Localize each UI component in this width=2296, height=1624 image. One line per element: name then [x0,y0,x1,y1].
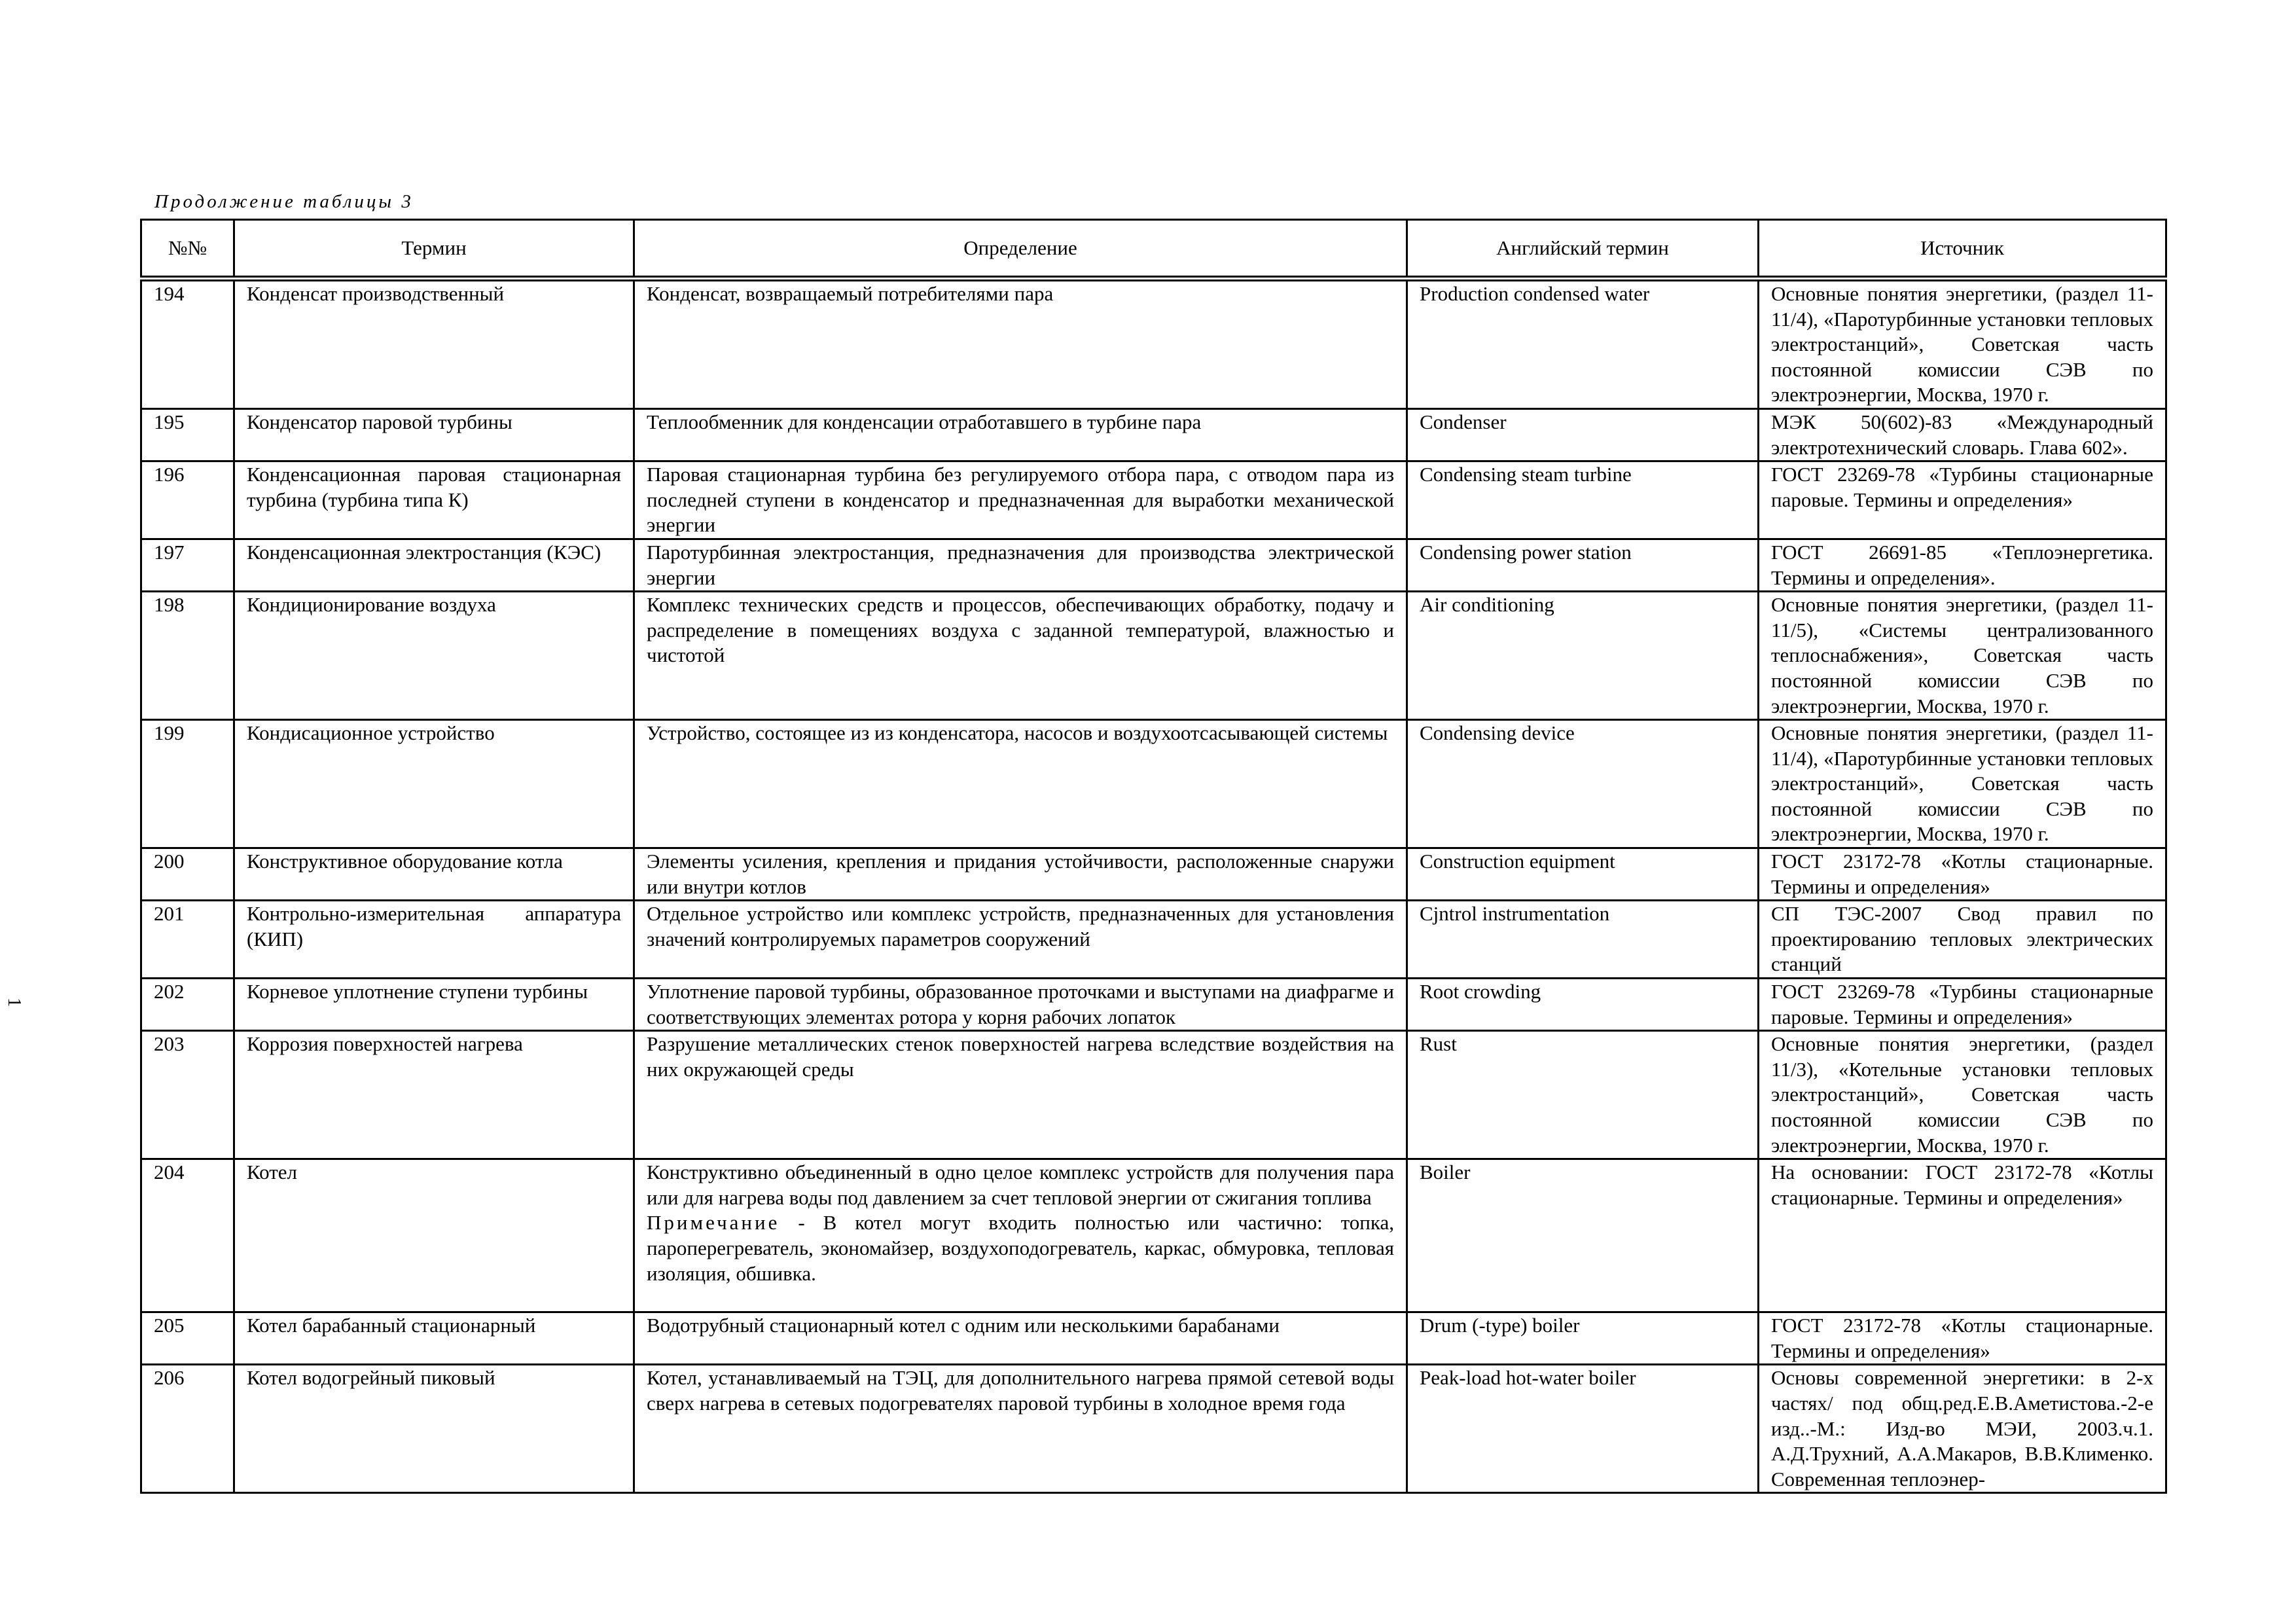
row-definition: Конденсат, возвращаемый потребителями пара [634,279,1407,409]
col-header-term: Термин [234,220,634,279]
row-term: Конструктивное оборудование котла [234,848,634,901]
table-row [141,461,2166,539]
row-definition: Устройство, состоящее из из конденсатора, насосов и воздухоотсасывающей системы [634,720,1407,848]
table-row [141,1365,2166,1493]
table-row [141,901,2166,979]
row-term: Котел барабанный стационарный [234,1312,634,1365]
table-row [141,848,2166,901]
row-definition: Отдельное устройство или комплекс устройств, предназначенных для установления значений контролируемых параметров сооружений [634,901,1407,979]
row-number: 194 [141,279,234,409]
row-english-term: Condensing power station [1407,539,1759,591]
note-label: Примечание [647,1211,780,1235]
row-source: Основные понятия энергетики, (раздел 11/3), «Котельные установки тепловых электростанций», Советская часть постоянной комиссии СЭВ по электроэнергии, Москва, 1970 г. [1759,1031,2166,1159]
row-english-term: Drum (-type) boiler [1407,1312,1759,1365]
col-header-english: Английский термин [1407,220,1759,279]
row-number: 203 [141,1031,234,1159]
row-term: Котел водогрейный пиковый [234,1365,634,1493]
row-term: Конденсационная электростанция (КЭС) [234,539,634,591]
note-text: - В котел могут входить полностью или частично: топка, пароперегреватель, экономайзер, воздухоподогреватель, каркас, обмуровка, тепловая изоляция, обшивка. [647,1211,1394,1285]
row-number: 206 [141,1365,234,1493]
row-english-term: Condenser [1407,408,1759,461]
row-english-term: Air conditioning [1407,592,1759,720]
row-number: 202 [141,979,234,1031]
row-number: 198 [141,592,234,720]
terms-table [140,219,2167,1494]
row-definition: Водотрубный стационарный котел с одним или несколькими барабанами [634,1312,1407,1365]
row-number: 205 [141,1312,234,1365]
table-row [141,592,2166,720]
row-definition: Уплотнение паровой турбины, образованное проточками и выступами на диафрагме и соответствующих элементах ротора у корня рабочих лопаток [634,979,1407,1031]
row-term: Корневое уплотнение ступени турбины [234,979,634,1031]
row-source: ГОСТ 26691-85 «Теплоэнергетика. Термины и определения». [1759,539,2166,591]
table-row [141,720,2166,848]
row-definition: Разрушение металлических стенок поверхностей нагрева вследствие воздействия на них окружающей среды [634,1031,1407,1159]
row-definition [634,1159,1407,1312]
row-term: Коррозия поверхностей нагрева [234,1031,634,1159]
row-definition: Паротурбинная электростанция, предназначения для производства электрической энергии [634,539,1407,591]
row-source: Основные понятия энергетики, (раздел 11-11/4), «Паротурбинные установки тепловых электростанций», Советская часть постоянной комиссии СЭВ по электроэнергии, Москва, 1970 г. [1759,720,2166,848]
row-source: Основные понятия энергетики, (раздел 11-11/4), «Паротурбинные установки тепловых электростанций», Советская часть постоянной комиссии СЭВ по электроэнергии, Москва, 1970 г. [1759,279,2166,409]
table-row [141,539,2166,591]
col-header-source: Источник [1759,220,2166,279]
row-number: 199 [141,720,234,848]
row-number: 200 [141,848,234,901]
table-row [141,279,2166,409]
row-term: Конденсационная паровая стационарная турбина (турбина типа К) [234,461,634,539]
table-row [141,1312,2166,1365]
row-english-term: Root crowding [1407,979,1759,1031]
row-source: ГОСТ 23172-78 «Котлы стационарные. Термины и определения» [1759,848,2166,901]
row-english-term: Condensing device [1407,720,1759,848]
row-english-term: Rust [1407,1031,1759,1159]
row-number: 201 [141,901,234,979]
row-source: ГОСТ 23269-78 «Турбины стационарные паровые. Термины и определения» [1759,979,2166,1031]
row-english-term: Peak-load hot-water boiler [1407,1365,1759,1493]
definition-text: Конструктивно объединенный в одно целое комплекс устройств для получения пара или для нагрева воды под давлением за счет тепловой энергии от сжигания топлива [647,1161,1394,1209]
row-english-term: Condensing steam turbine [1407,461,1759,539]
row-english-term: Construction equipment [1407,848,1759,901]
page-number: 1 [4,998,25,1007]
table-row [141,1031,2166,1159]
row-english-term: Cjntrol instrumentation [1407,901,1759,979]
row-number: 204 [141,1159,234,1312]
row-definition: Паровая стационарная турбина без регулируемого отбора пара, с отводом пара из последней ступени в конденсатор и предназначенная для выработки механической энергии [634,461,1407,539]
row-number: 195 [141,408,234,461]
table-caption: Продолжение таблицы 3 [154,191,414,212]
row-term: Контрольно-измерительная аппаратура (КИП) [234,901,634,979]
col-header-number: №№ [141,220,234,279]
row-source: Основные понятия энергетики, (раздел 11-11/5), «Системы централизованного теплоснабжения», Советская часть постоянной комиссии СЭВ по электроэнергии, Москва, 1970 г. [1759,592,2166,720]
row-source: МЭК 50(602)-83 «Международный электротехнический словарь. Глава 602». [1759,408,2166,461]
row-number: 197 [141,539,234,591]
row-term: Котел [234,1159,634,1312]
row-source: ГОСТ 23269-78 «Турбины стационарные паровые. Термины и определения» [1759,461,2166,539]
row-term: Конденсатор паровой турбины [234,408,634,461]
row-source: Основы современной энергетики: в 2-х частях/ под общ.ред.Е.В.Аметистова.-2-е изд..-М.: Изд-во МЭИ, 2003.ч.1. А.Д.Трухний, А.А.Макаров, В.В.Клименко. Современная теплоэнер- [1759,1365,2166,1493]
row-term: Конденсат производственный [234,279,634,409]
row-source: СП ТЭС-2007 Свод правил по проектированию тепловых электрических станций [1759,901,2166,979]
row-term: Кондиционирование воздуха [234,592,634,720]
row-definition: Элементы усиления, крепления и придания устойчивости, расположенные снаружи или внутри котлов [634,848,1407,901]
row-definition: Теплообменник для конденсации отработавшего в турбине пара [634,408,1407,461]
row-definition: Котел, устанавливаемый на ТЭЦ, для дополнительного нагрева прямой сетевой воды сверх нагрева в сетевых подогревателях паровой турбины в холодное время года [634,1365,1407,1493]
row-number: 196 [141,461,234,539]
row-definition: Комплекс технических средств и процессов, обеспечивающих обработку, подачу и распределение в помещениях воздуха с заданной температурой, влажностью и чистотой [634,592,1407,720]
row-english-term: Boiler [1407,1159,1759,1312]
table-row [141,1159,2166,1312]
row-term: Кондисационное устройство [234,720,634,848]
definition-note [647,1210,1394,1286]
col-header-definition: Определение [634,220,1407,279]
row-english-term: Production condensed water [1407,279,1759,409]
table-row [141,979,2166,1031]
row-source: ГОСТ 23172-78 «Котлы стационарные. Термины и определения» [1759,1312,2166,1365]
row-source: На основании: ГОСТ 23172-78 «Котлы стационарные. Термины и определения» [1759,1159,2166,1312]
table-row [141,408,2166,461]
header-row [141,220,2166,279]
